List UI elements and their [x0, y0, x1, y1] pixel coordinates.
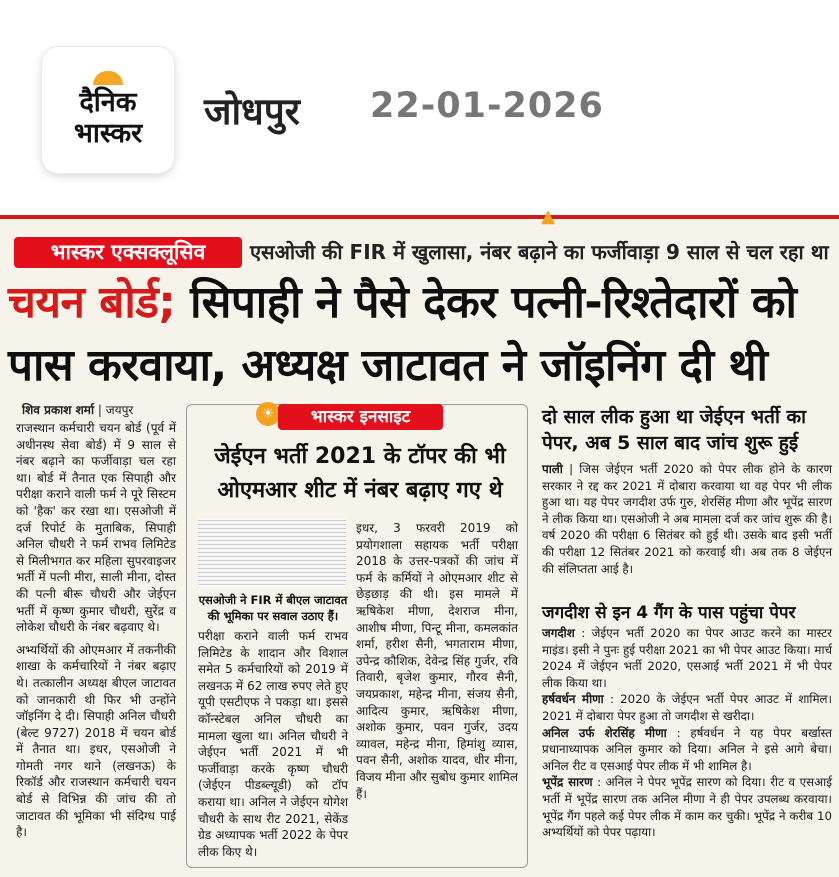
logo-line2: भास्कर	[73, 118, 143, 149]
column-1	[16, 420, 176, 847]
divider	[0, 215, 839, 219]
gang-text: : जेईएन भर्ती 2020 का पेपर आउट करने का मास्टर माइंड। इसी ने पुनः हुई परीक्षा 2021 का भी पेपर आउट किया। मार्च 2024 में जेईएन भर्ती 2020, एसआई भर्ती 2021 में भी पेपर लीक किया था।	[542, 626, 832, 690]
app-header	[0, 0, 839, 205]
gang-name: हर्षवर्धन मीणा	[542, 692, 604, 707]
box-column-2: इधर, 3 फरवरी 2019 को प्रयोगशाला सहायक भर्ती परीक्षा 2018 के उत्तर-पत्रकों की जांच में फर्म के कर्मियों ने ओएमआर शीट से छेड़छाड़ की थी। इस मामले में ऋषिकेश मीणा, देशराज मीना, आशीष मीणा, पिन्टू मीना, कमलकांत शर्मा, हरीश सैनी, भगताराम मीणा, उपेन्द्र कौशिक, देवेन्द्र सिंह गुर्जर, रवि तिवारी, बृजेश कुमार, गौरव सैनी, जयप्रकाश, महेन्द्र मीना, संजय सैनी, आदित्य कुमार, ऋषिकेश मीणा, अशोक कुमार, पवन गुर्जर, उदय व्यावल, महेन्द्र मीना, हिमांशु व्यास, पवन सैनी, अशोक यादव, धीर मीना, विजय मीना और सुबोध कुमार शामिल हैं।	[356, 521, 518, 801]
lightbulb-icon: ☀	[256, 402, 280, 426]
bulb-icon: ▲	[541, 206, 555, 227]
gang-text: : हर्षवर्धन ने यह पेपर बर्खास्त प्रधानाध्यापक अनिल कुमार को दिया। अनिल ने इसे आगे बेचा। अनिल रीट व एसआई पेपर लीक में भी शामिल है।	[542, 725, 832, 773]
headline-red: चयन बोर्ड;	[8, 277, 176, 328]
logo-line1: दैनिक	[79, 87, 137, 118]
gang-name: भूपेंद्र सारण	[542, 775, 593, 790]
gang-text: : अनिल ने पेपर भूपेंद्र सारण को दिया। रीट व एसआई भर्ती में भूपेंद्र सारण तक अनिल मीणा ने ही पेपर उपलब्ध करवाया। भूपेंद्र गैंग पहले कई पेपर लीक में काम कर चुकी। भूपेंद्र ने करीब 10 अभ्यर्थियों को पेपर पढ़ाया।	[542, 775, 833, 840]
gang-headline: जगदीश से इन 4 गैंग के पास पहुंचा पेपर	[542, 603, 796, 623]
gang-item	[542, 625, 832, 691]
edition-date[interactable]: 22-01-2026	[370, 86, 604, 126]
gang-list	[542, 625, 832, 841]
byline-place: जयपुर	[105, 403, 134, 417]
kicker-line: एसओजी की FIR में खुलासा, नंबर बढ़ाने का फर्जीवाड़ा 9 साल से चल रहा था	[250, 240, 829, 264]
side-text: | जिस जेईएन भर्ती 2020 को पेपर लीक होने के कारण सरकार ने रद्द कर 2021 में दोबारा करवाया था वह पेपर भी लीक हुआ था। यह पेपर जगदीश उर्फ गुरु, शेरसिंह मीणा और भूपेंद्र सारण ने लीक किया था। एसओजी ने अब मामला दर्ज कर जांच शुरू की है। वर्ष 2020 की परीक्षा 6 सितंबर को हुई थी। उसके बाद इसी भर्ती की परीक्षा 12 सितंबर 2021 को करवाई थी। अब तक 8 जेईएन की संलिप्तता आई है।	[542, 462, 832, 576]
edition-city[interactable]: जोधपुर	[204, 90, 300, 133]
box-column-1: परीक्षा कराने वाली फर्म राभव लिमिटेड के शादान और विशाल समेत 5 कर्मचारियों को 2019 में लखनऊ में 62 लाख रुपए लेते हुए यूपी एसटीएफ ने पकड़ा था। इससे कॉन्स्टेबल अनिल चौधरी का मामला खुला था। अनिल चौधरी ने जेईएन भर्ती 2021 में भी फर्जीवाड़ा करके कृष्ण चौधरी (जेईएन पीडब्ल्यूडी) को टॉप कराया था। अनिल ने जेईएन योगेश चौधरी के साथ रीट 2021, सेकेंड ग्रेड अध्यापक भर्ती 2022 के पेपर लीक किए थे।	[198, 629, 348, 859]
gang-item	[542, 774, 832, 840]
gang-name: जगदीश	[542, 626, 575, 640]
byline: शिव प्रकाश शर्मा | जयपुर	[22, 403, 134, 417]
document-photo	[198, 518, 346, 588]
gang-item	[542, 725, 832, 775]
box-headline: जेईएन भर्ती 2021 के टॉपर की भी ओएमआर शीट में नंबर बढ़ाए गए थे	[214, 444, 506, 503]
exclusive-tag: भास्कर एक्सक्लूसिव	[14, 237, 242, 268]
side-headline: दो साल लीक हुआ था जेईएन भर्ती का पेपर, अब 5 साल बाद जांच शुरू हुई	[542, 406, 807, 454]
headline-line2: पास करवाया, अध्यक्ष जाटावत ने जॉइनिंग दी थी	[8, 340, 768, 391]
byline-name: शिव प्रकाश शर्मा	[22, 403, 95, 417]
headline-text1: सिपाही ने पैसे देकर पत्नी-रिश्तेदारों को	[175, 277, 797, 328]
side-body	[542, 461, 832, 577]
gang-item	[542, 691, 832, 724]
photo-caption: एसओजी ने FIR में बीएल जाटावत की भूमिका पर सवाल उठाए हैं।	[198, 593, 348, 623]
gang-name: अनिल उर्फ शेरसिंह मीणा	[542, 725, 667, 740]
insight-tag: भास्कर इनसाइट	[278, 404, 443, 430]
headline-line1	[8, 275, 796, 330]
side-place: पाली	[542, 462, 563, 476]
sun-icon	[93, 71, 123, 85]
dainik-bhaskar-logo[interactable]	[42, 47, 174, 173]
col1-para1: राजस्थान कर्मचारी चयन बोर्ड (पूर्व में अधीनस्थ सेवा बोर्ड) में 9 साल से नंबर बढ़ाने का फर्जीवाड़ा चल रहा था। बोर्ड में तैनात एक सिपाही और परीक्षा कराने वाली फर्म ने पूरे सिस्टम को 'हैक' कर रखा था। एसओजी में दर्ज रिपोर्ट के मुताबिक, सिपाही अनिल चौधरी ने फर्म राभव लिमिटेड से मिलीभगत कर महिला सुपरवाइजर भर्ती में पत्नी मीरा, साली मीना, दोस्त की पत्नी बीरू चौधरी और जेईएन भर्ती में कृष्ण कुमार चौधरी, सुरेंद्र व लोकेश चौधरी के नंबर बढ़वाए थे।	[16, 421, 176, 635]
col1-para2: अभ्यर्थियों की ओएमआर में तकनीकी शाखा के कर्मचारियों ने नंबर बढ़ाए थे। तत्कालीन अध्यक्ष बीएल जाटावत को जानकारी थी फिर भी उन्होंने जॉइनिंग दे दी। सिपाही अनिल चौधरी (बेल्ट 9727) 2018 में चयन बोर्ड में तैनात था। इधर, एसओजी ने गोमती नगर थाने (लखनऊ) के रिकॉर्ड और राजस्थान कर्मचारी चयन बोर्ड से विभिन्न की जांच की तो जाटावत की भूमिका भी संदिग्ध पाई है।	[16, 642, 176, 840]
gang-text: : 2020 के जेईएन भर्ती पेपर आउट में शामिल। 2021 में दोबारा पेपर हुआ तो जगदीश से खरीदा।	[542, 692, 832, 723]
